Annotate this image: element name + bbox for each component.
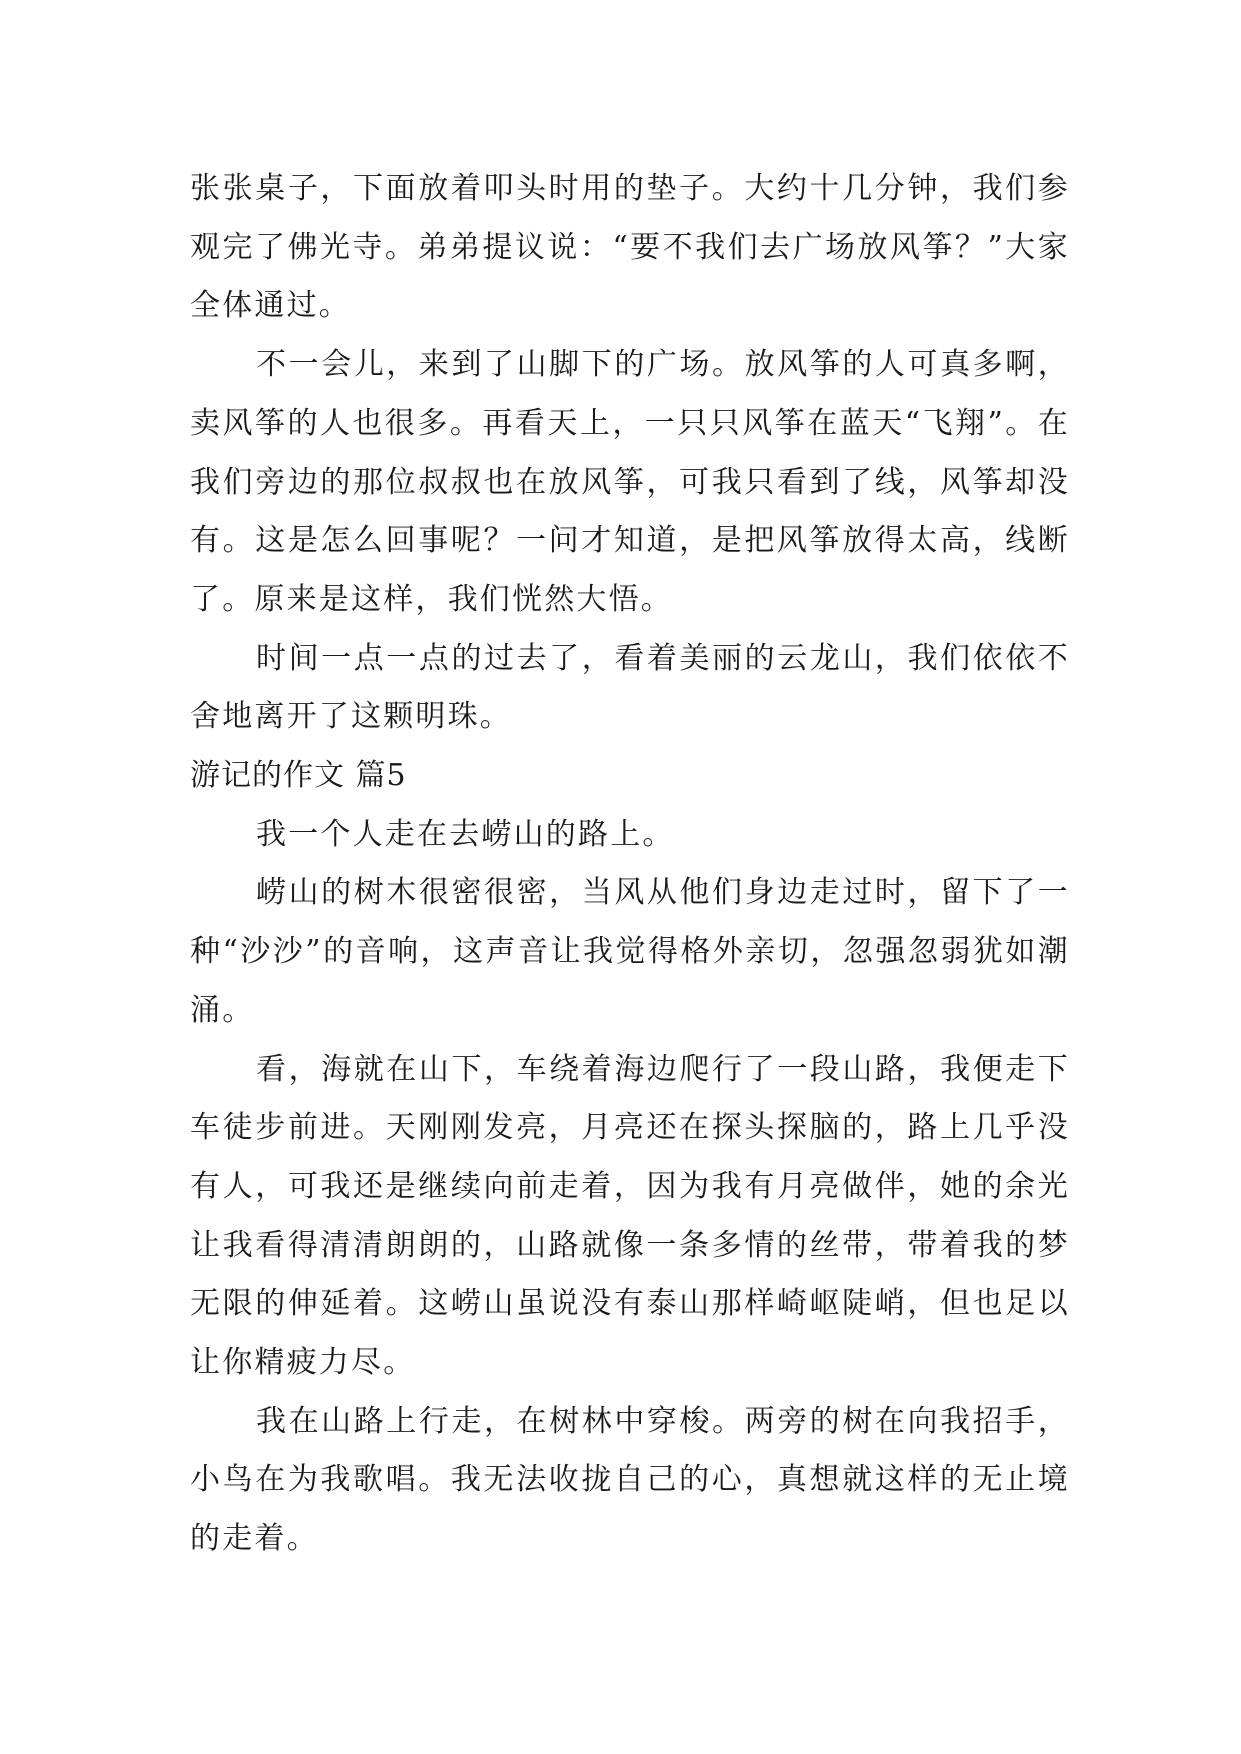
paragraph-forest-walk: 我在山路上行走，在树林中穿梭。两旁的树在向我招手，小鸟在为我歌唱。我无法收拢自己的心，真想就这样的无止境的走着。 (190, 1403, 1070, 1557)
paragraph-continuation: 张张桌子，下面放着叩头时用的垫子。大约十几分钟，我们参观完了佛光寺。弟弟提议说：“要不我们去广场放风筝？”大家全体通过。 (190, 171, 1070, 324)
document-body (190, 160, 1070, 1569)
paragraph-laoshan-road: 我一个人走在去崂山的路上。 (256, 816, 675, 852)
paragraph-kite-square: 不一会儿，来到了山脚下的广场。放风筝的人可真多啊，卖风筝的人也很多。再看天上，一只只风筝在蓝天“飞翔”。在我们旁边的那位叔叔也在放风筝，可我只看到了线，风筝却没有。这是怎么回事呢？一问才知道，是把风筝放得太高，线断了。原来是这样，我们恍然大悟。 (190, 347, 1070, 617)
paragraph-sea-walk: 看，海就在山下，车绕着海边爬行了一段山路，我便走下车徒步前进。天刚刚发亮，月亮还在探头探脑的，路上几乎没有人，可我还是继续向前走着，因为我有月亮做伴，她的余光让我看得清清朗朗的，山路就像一条多情的丝带，带着我的梦无限的伸延着。这崂山虽说没有泰山那样崎岖陡峭，但也足以让你精疲力尽。 (190, 1051, 1070, 1381)
paragraph-leaving-yunlong: 时间一点一点的过去了，看着美丽的云龙山，我们依依不舍地离开了这颗明珠。 (190, 640, 1070, 735)
section-heading: 游记的作文 篇5 (190, 758, 407, 794)
paragraph-laoshan-trees: 崂山的树木很密很密，当风从他们身边走过时，留下了一种“沙沙”的音响，这声音让我觉得格外亲切，忽强忽弱犹如潮涌。 (190, 875, 1070, 1028)
